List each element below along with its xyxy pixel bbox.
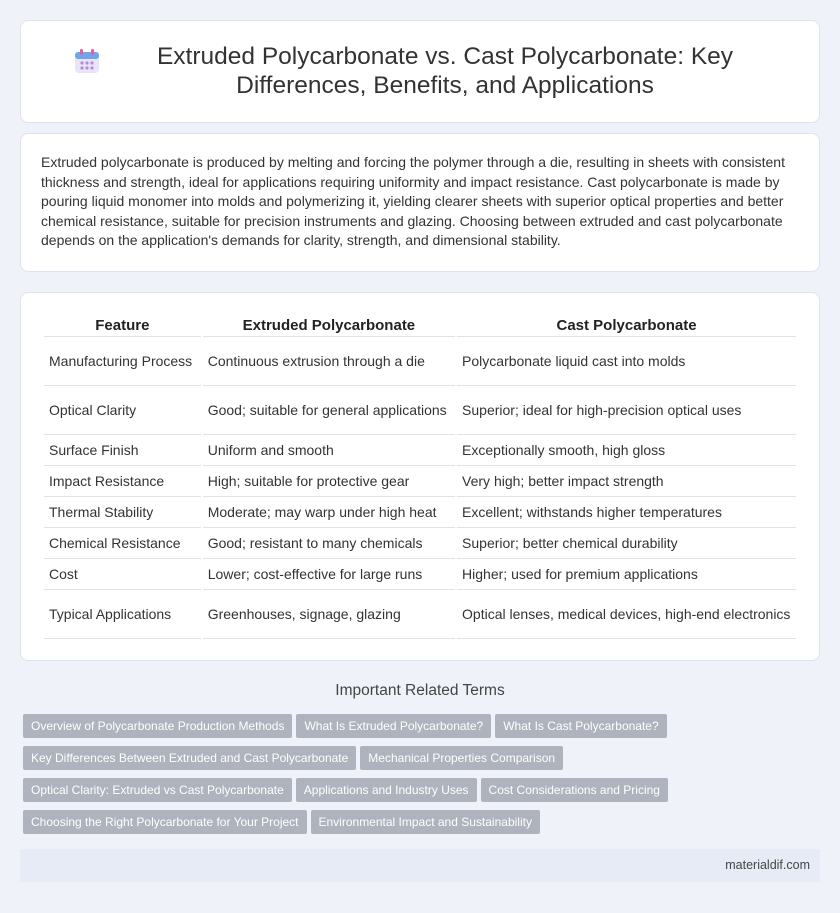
feature-cell: Cost xyxy=(44,559,201,590)
table-header-row xyxy=(44,316,796,337)
related-term-tag[interactable]: What Is Extruded Polycarbonate? xyxy=(296,714,491,738)
header-feature: Feature xyxy=(44,316,201,337)
comparison-table xyxy=(42,316,798,639)
feature-cell: Thermal Stability xyxy=(44,497,201,528)
table-row xyxy=(44,590,796,639)
page-title: Extruded Polycarbonate vs. Cast Polycarbonate: Key Differences, Benefits, and Applications xyxy=(156,43,734,99)
feature-cell: Optical Clarity xyxy=(44,386,201,435)
related-term-tag[interactable]: Key Differences Between Extruded and Cast Polycarbonate xyxy=(23,746,356,770)
feature-cell: Typical Applications xyxy=(44,590,201,639)
extruded-cell: Good; resistant to many chemicals xyxy=(203,528,455,559)
extruded-cell: Lower; cost-effective for large runs xyxy=(203,559,455,590)
table-row xyxy=(44,466,796,497)
cast-cell: Polycarbonate liquid cast into molds xyxy=(457,337,796,386)
related-term-tag[interactable]: Mechanical Properties Comparison xyxy=(360,746,563,770)
table-row xyxy=(44,386,796,435)
related-term-tag[interactable]: What Is Cast Polycarbonate? xyxy=(495,714,666,738)
feature-cell: Impact Resistance xyxy=(44,466,201,497)
tag-row xyxy=(23,746,823,778)
feature-cell: Chemical Resistance xyxy=(44,528,201,559)
cast-cell: Higher; used for premium applications xyxy=(457,559,796,590)
cast-cell: Excellent; withstands higher temperatures xyxy=(457,497,796,528)
cast-cell: Very high; better impact strength xyxy=(457,466,796,497)
intro-card xyxy=(20,133,820,272)
extruded-cell: Continuous extrusion through a die xyxy=(203,337,455,386)
table-row xyxy=(44,497,796,528)
extruded-cell: Good; suitable for general applications xyxy=(203,386,455,435)
feature-cell: Surface Finish xyxy=(44,435,201,466)
related-terms-heading: Important Related Terms xyxy=(335,682,505,699)
extruded-cell: High; suitable for protective gear xyxy=(203,466,455,497)
cast-cell: Superior; ideal for high-precision optical uses xyxy=(457,386,796,435)
cast-cell: Optical lenses, medical devices, high-end electronics xyxy=(457,590,796,639)
related-terms-list xyxy=(23,714,823,842)
title-card xyxy=(20,20,820,123)
extruded-cell: Moderate; may warp under high heat xyxy=(203,497,455,528)
extruded-cell: Greenhouses, signage, glazing xyxy=(203,590,455,639)
tag-row xyxy=(23,714,823,746)
table-row xyxy=(44,435,796,466)
table-row xyxy=(44,337,796,386)
related-term-tag[interactable]: Applications and Industry Uses xyxy=(296,778,477,802)
related-term-tag[interactable]: Overview of Polycarbonate Production Methods xyxy=(23,714,292,738)
header-cast: Cast Polycarbonate xyxy=(457,316,796,337)
intro-paragraph: Extruded polycarbonate is produced by melting and forcing the polymer through a die, resulting in sheets with consistent thickness and strength, ideal for applications requiring uniformity and impact resistance. Cast polycarbonate is made by pouring liquid monomer into molds and polymerizing it, yielding clearer sheets with superior optical properties and better chemical resistance, suitable for precision instruments and glazing. Choosing between extruded and cast polycarbonate depends on the application's demands for clarity, strength, and dimensional stability. xyxy=(41,154,785,248)
feature-cell: Manufacturing Process xyxy=(44,337,201,386)
footer xyxy=(20,849,820,882)
table-row xyxy=(44,559,796,590)
tag-row xyxy=(23,778,823,810)
related-term-tag[interactable]: Cost Considerations and Pricing xyxy=(481,778,668,802)
comparison-card xyxy=(20,292,820,661)
tag-row xyxy=(23,810,823,842)
header-extruded: Extruded Polycarbonate xyxy=(203,316,455,337)
extruded-cell: Uniform and smooth xyxy=(203,435,455,466)
cast-cell: Superior; better chemical durability xyxy=(457,528,796,559)
related-term-tag[interactable]: Optical Clarity: Extruded vs Cast Polycarbonate xyxy=(23,778,292,802)
cast-cell: Exceptionally smooth, high gloss xyxy=(457,435,796,466)
related-term-tag[interactable]: Environmental Impact and Sustainability xyxy=(311,810,540,834)
related-term-tag[interactable]: Choosing the Right Polycarbonate for Your Project xyxy=(23,810,307,834)
footer-site-link[interactable]: materialdif.com xyxy=(725,858,810,872)
table-row xyxy=(44,528,796,559)
